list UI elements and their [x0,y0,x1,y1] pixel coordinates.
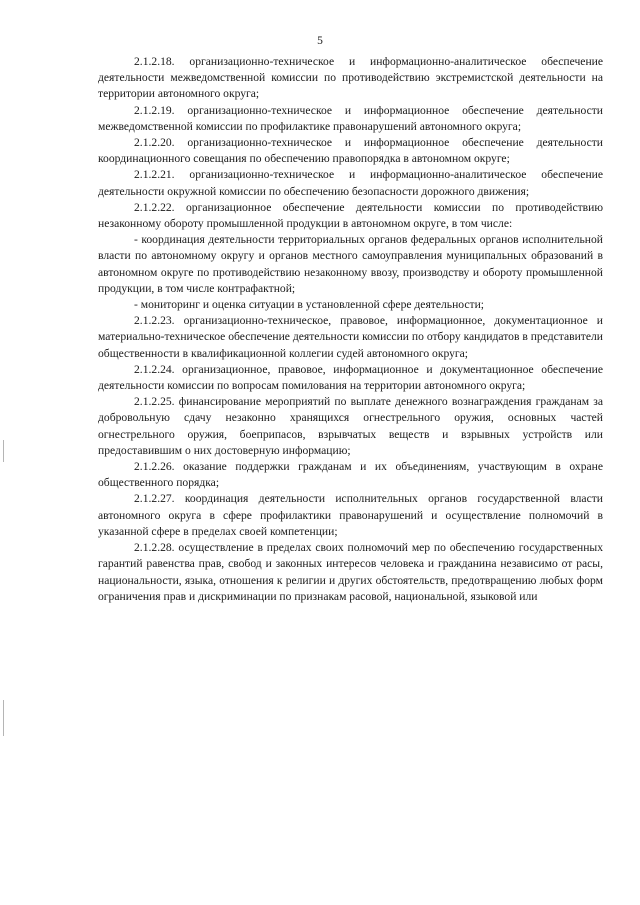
paragraph-2-1-2-23: 2.1.2.23. организационно-техническое, правовое, информационное, документационное и материально-техническое обеспечение деятельности комиссии по отбору кандидатов в представители общественности в квалификационной коллегии судей автономного округа; [98,314,603,360]
paragraph-2-1-2-22: 2.1.2.22. организационное обеспечение деятельности комиссии по противодействию незаконному обороту промышленной продукции в автономном округе, в том числе: [98,200,603,231]
paragraph-2-1-2-24: 2.1.2.24. организационное, правовое, информационное и документационное обеспечение деятельности комиссии по вопросам помилования на территории автономного округа; [98,362,603,393]
document-body [98,54,603,605]
list-item-coordination: - координация деятельности территориальных органов федеральных органов исполнительной власти по автономному округу и органов местного самоуправления муниципальных образований в автономном округе по противодействию незаконному ввозу, производству и обороту промышленной продукции, в том числе контрафактной; [98,233,603,295]
paragraph-2-1-2-21: 2.1.2.21. организационно-техническое и информационно-аналитическое обеспечение деятельности окружной комиссии по обеспечению безопасности дорожного движения; [98,168,603,198]
paragraph-2-1-2-19: 2.1.2.19. организационно-техническое и информационное обеспечение деятельности межведомственной комиссии по профилактике правонарушений автономного округа; [98,103,603,133]
scan-edge-mark [3,440,4,462]
paragraph-2-1-2-20: 2.1.2.20. организационно-техническое и информационное обеспечение деятельности координационного совещания по обеспечению правопорядка в автономном округе; [98,136,603,166]
paragraph-2-1-2-28: 2.1.2.28. осуществление в пределах своих полномочий мер по обеспечению государственных гарантий равенства прав, свобод и законных интересов человека и гражданина независимо от расы, национальности, языка, отношения к религии и других обстоятельств, предотвращению любых форм ограничения прав и дискриминации по признакам расовой, национальной, языковой или [98,541,603,603]
scan-edge-mark [3,700,4,736]
paragraph-2-1-2-18: 2.1.2.18. организационно-техническое и информационно-аналитическое обеспечение деятельности межведомственной комиссии по противодействию экстремистской деятельности на территории автономного округа; [98,55,603,101]
paragraph-2-1-2-27: 2.1.2.27. координация деятельности исполнительных органов государственной власти автономного округа в сфере профилактики правонарушений и осуществление полномочий в указанной сфере в пределах своей компетенции; [98,492,603,538]
paragraph-2-1-2-25: 2.1.2.25. финансирование мероприятий по выплате денежного вознаграждения гражданам за добровольную сдачу незаконно хранящихся огнестрельного оружия, основных частей огнестрельного оружия, боеприпасов, взрывчатых веществ и взрывных устройств или предоставившим о них достоверную информацию; [98,395,603,457]
page-number: 5 [317,35,323,47]
paragraph-2-1-2-26: 2.1.2.26. оказание поддержки гражданам и их объединениям, участвующим в охране общественного порядка; [98,460,603,490]
list-item-monitoring: - мониторинг и оценка ситуации в установленной сфере деятельности; [134,298,485,312]
